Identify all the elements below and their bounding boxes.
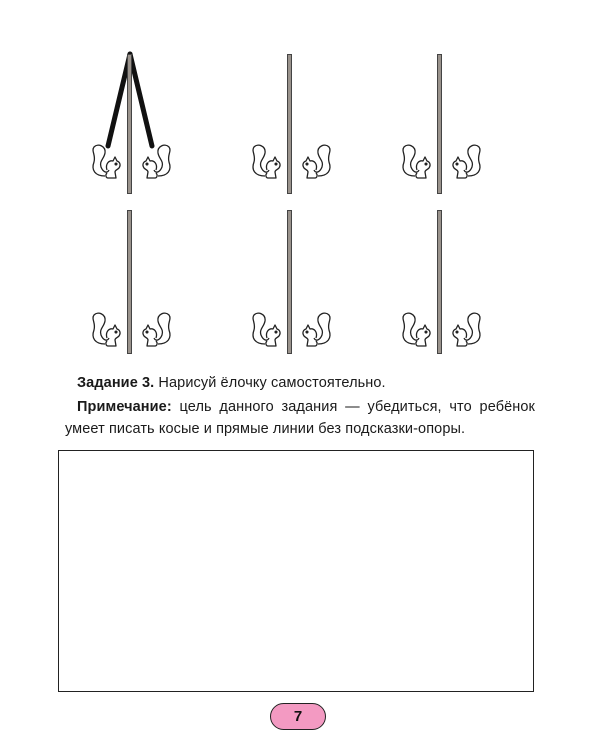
note-label: Примечание:: [77, 399, 172, 415]
squirrel-icon: [298, 308, 338, 352]
tree-trunk: [287, 54, 292, 194]
squirrel-icon: [448, 308, 488, 352]
page-number-badge: [270, 703, 326, 730]
tree-trace: [240, 40, 340, 190]
drawing-area[interactable]: [58, 450, 534, 692]
task-3-label: Задание 3.: [77, 375, 155, 391]
squirrel-icon: [395, 140, 435, 184]
tree-trunk: [127, 210, 132, 354]
tree-trunk: [437, 210, 442, 354]
squirrel-icon: [85, 140, 125, 184]
tree-trace: [80, 208, 180, 358]
note-text: цель данного задания — убедиться, что ребёнок умеет писать косые и прямые линии без подсказки-опоры.: [65, 399, 535, 437]
tree-trunk: [287, 210, 292, 354]
squirrel-icon: [298, 140, 338, 184]
tree-trunk: [127, 54, 132, 194]
squirrel-icon: [395, 308, 435, 352]
squirrel-icon: [245, 308, 285, 352]
squirrel-icon: [448, 140, 488, 184]
page-number: 7: [293, 708, 303, 725]
task-3-text: Нарисуй ёлочку самостоятельно.: [158, 375, 386, 391]
tree-example: [80, 40, 180, 190]
squirrel-icon: [138, 308, 178, 352]
tree-trace: [240, 208, 340, 358]
note: [65, 396, 535, 440]
tree-trace: [390, 40, 490, 190]
squirrel-icon: [245, 140, 285, 184]
task-3: [65, 372, 535, 394]
squirrel-tree-exercise: [80, 40, 520, 360]
squirrel-icon: [85, 308, 125, 352]
squirrel-icon: [138, 140, 178, 184]
tree-trace: [390, 208, 490, 358]
tree-trunk: [437, 54, 442, 194]
